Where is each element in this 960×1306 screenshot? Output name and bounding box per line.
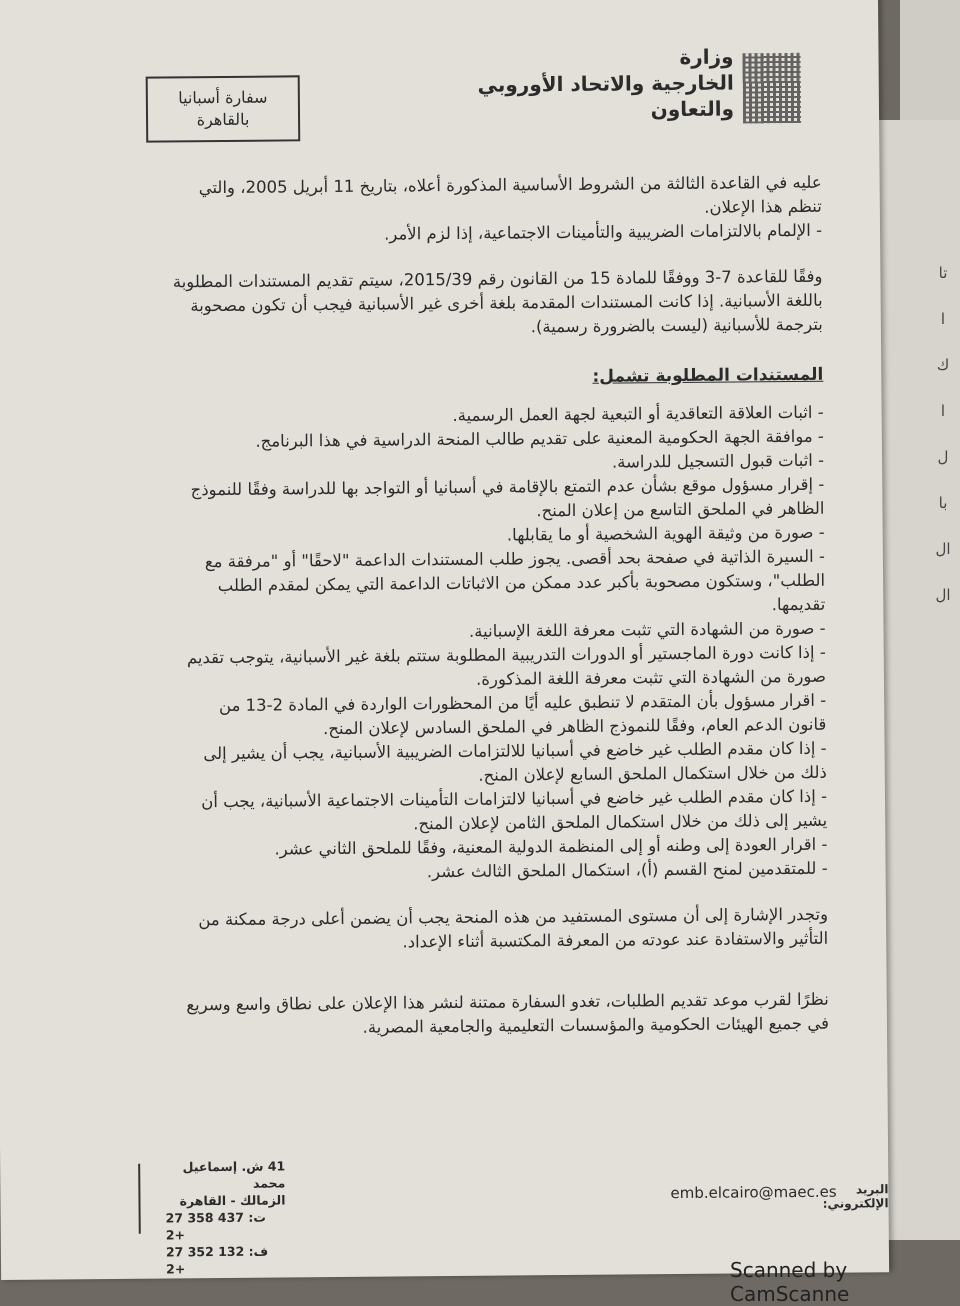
ministry-line: وزارة (679, 44, 734, 69)
list-item: - إذا كان مقدم الطلب غير خاضع في أسبانيا لالتزامات التأمينات الاجتماعية الأسبانية، يجب أن يشير إلى ذلك من خلال استكمال الملحق الثامن لإعلان المنح. (201, 786, 828, 834)
list-item: - للمتقدمين لمنح القسم (أ)، استكمال الملحق الثالث عشر. (426, 858, 828, 882)
documents-section (173, 363, 827, 887)
list-item: - السيرة الذاتية في صفحة بحد أقصى. يجوز طلب المستندات الداعمة "لاحقًا" أو "مرفقة مع الطلب"، وستكون مصحوبة بأكبر عدد ممكن من الاثباتات الداعمة التي يمكن لمقدم الطلب تقديمها. (204, 546, 826, 615)
documents-heading: المستندات المطلوبة تشمل: (592, 364, 824, 387)
fragment: ال (935, 586, 951, 604)
address-line: ت: 437 358 27 2+ (165, 1209, 266, 1243)
ministry-header (477, 44, 734, 124)
paragraph-text: وتجدر الإشارة إلى أن مستوى المستفيد من هذه المنحة يجب أن يضمن أعلى درجة ممكنة من التأثير والاستفادة عند عودته من المعرفة المكتسبة أثناء الإعداد. (198, 904, 829, 952)
paragraph-language (172, 265, 823, 343)
ministry-line: الخارجية والاتحاد الأوروبي (477, 70, 734, 97)
fragment: ا (940, 402, 946, 420)
scanner-watermark: Scanned by CamScanne (730, 1258, 850, 1306)
list-item: - إقرار مسؤول موقع بشأن عدم التمتع بالإقامة في أسبانيا أو التواجد بها للدراسة وفقًا للنموذج الظاهر في الملحق التاسع من إعلان المنح. (190, 474, 825, 521)
paragraph-beneficiary (178, 903, 828, 957)
paragraph-text: عليه في القاعدة الثالثة من الشروط الأساسية المذكورة أعلاه، بتاريخ 11 أبريل 2005، والتي تنظم هذا الإعلان. (198, 172, 822, 217)
coat-of-arms-icon (742, 53, 801, 124)
embassy-address (165, 1157, 286, 1277)
list-item: - صورة من الشهادة التي تثبت معرفة اللغة الإسبانية. (468, 618, 826, 641)
fragment: ال (935, 540, 951, 558)
fragment: ا (940, 310, 946, 328)
list-item: - موافقة الجهة الحكومية المعنية على تقديم طالب المنحة الدراسية في هذا البرنامج. (255, 426, 824, 451)
list-item: - إذا كان مقدم الطلب غير خاضع في أسبانيا للالتزامات الضريبية الأسبانية، يجب أن يشير إلى ذلك من خلال استكمال الملحق السابع لإعلان المنح. (203, 738, 827, 785)
paragraph-closing (179, 988, 829, 1042)
paragraph-item: - الإلمام بالالتزامات الضريبية والتأمينات الاجتماعية، إذا لزم الأمر. (383, 220, 823, 244)
background-page-corner (900, 0, 960, 130)
list-item: - اثبات قبول التسجيل للدراسة. (611, 450, 825, 472)
embassy-stamp (146, 75, 301, 142)
fragment: تا (938, 264, 948, 282)
stamp-line: بالقاهرة (196, 109, 250, 130)
list-item: - اثبات العلاقة التعاقدية أو التبعية لجهة العمل الرسمية. (452, 402, 824, 425)
fragment: ل (937, 448, 949, 466)
list-item: - اقرار العودة إلى وطنه أو إلى المنظمة الدولية المعنية، وفقًا للملحق الثاني عشر. (274, 834, 828, 859)
paragraph-intro (172, 171, 823, 249)
ministry-line: والتعاون (650, 96, 735, 122)
email-label: البريد الإلكتروني: (822, 1182, 889, 1211)
list-item: - اقرار مسؤول بأن المتقدم لا تنطبق عليه أيًا من المحظورات الواردة في المادة 2-13 من قانون الدعم العام، وفقًا للنموذج الظاهر في الملحق السادس لإعلان المنح. (218, 690, 827, 739)
stamp-line: سفارة أسبانيا (178, 87, 268, 108)
paragraph-text: وفقًا للقاعدة 7-3 ووفقًا للمادة 15 من القانون رقم 2015/39، سيتم تقديم المستندات المطلوبة باللغة الأسبانية. إذا كانت المستندات المقدمة بلغة أخرى غير الأسبانية فيجب أن تكون مصحوبة بترجمة للأسبانية (ليست بالضرورة رسمية). (172, 266, 823, 337)
side-page-fragments (928, 250, 958, 618)
footer-divider (138, 1164, 141, 1234)
address-line: 41 ش. إسماعيل محمد (182, 1158, 286, 1191)
fragment: ك (936, 356, 950, 374)
address-line: الزمالك - القاهرة (179, 1192, 286, 1209)
list-item: - صورة من وثيقة الهوية الشخصية أو ما يقابلها. (506, 522, 825, 545)
documents-list (174, 401, 828, 887)
address-line: ف: 132 352 27 2+ (165, 1243, 269, 1277)
fragment: با (938, 494, 948, 512)
list-item: - إذا كانت دورة الماجستير أو الدورات التدريبية المطلوبة ستتم بلغة غير الأسبانية، يتوجب تقديم صورة من الشهادة التي تثبت معرفة اللغة المذكورة. (186, 642, 827, 689)
paragraph-text: نظرًا لقرب موعد تقديم الطلبات، تغدو السفارة ممتنة لنشر هذا الإعلان على نطاق واسع وسريع في جميع الهيئات الحكومية والمؤسسات التعليمية والجامعية المصرية. (186, 989, 830, 1037)
embassy-email: emb.elcairo@maec.es (670, 1182, 837, 1203)
